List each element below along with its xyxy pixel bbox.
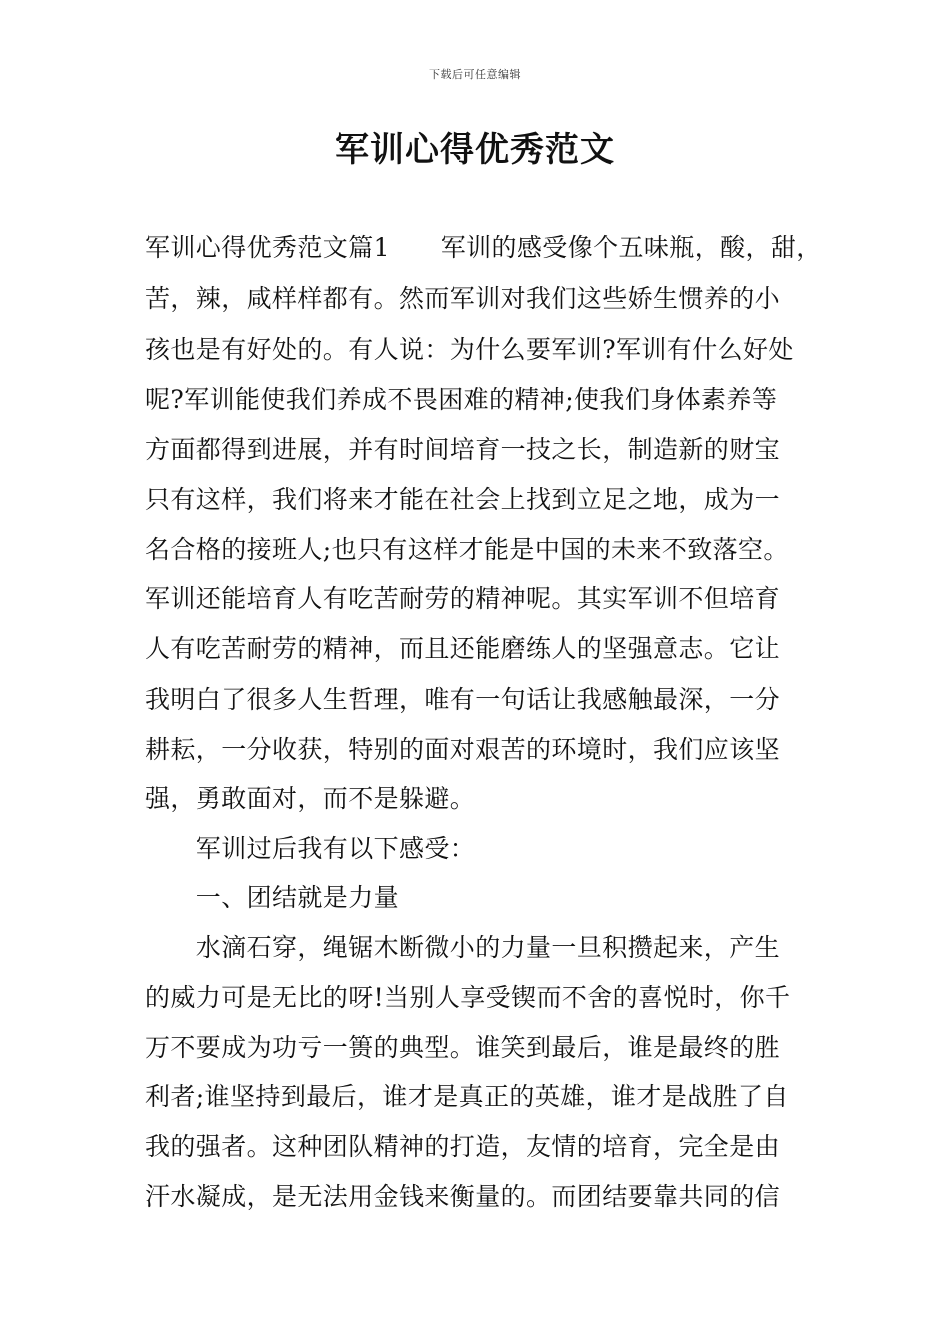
body-line: 的威力可是无比的呀!当别人享受锲而不舍的喜悦时，你千 — [145, 983, 791, 1012]
body-line: 方面都得到进展，并有时间培育一技之长，制造新的财宝 — [145, 435, 781, 464]
body-line: 我明白了很多人生哲理，唯有一句话让我感触最深，一分 — [145, 685, 781, 714]
body-line: 万不要成为功亏一篑的典型。谁笑到最后，谁是最终的胜 — [145, 1033, 781, 1062]
body-line: 呢?军训能使我们养成不畏困难的精神;使我们身体素养等 — [145, 385, 778, 414]
body-line: 我的强者。这种团队精神的打造，友情的培育，完全是由 — [145, 1132, 781, 1161]
body-line: 名合格的接班人;也只有这样才能是中国的未来不致落空。 — [145, 535, 789, 564]
body-line: 耕耘，一分收获，特别的面对艰苦的环境时，我们应该坚 — [145, 735, 781, 764]
header-note: 下载后可任意编辑 — [429, 68, 521, 81]
body-line: 利者;谁坚持到最后，谁才是真正的英雄，谁才是战胜了自 — [145, 1082, 789, 1111]
body-line: 军训心得优秀范文篇1 军训的感受像个五味瓶，酸，甜， — [145, 233, 822, 262]
body-line: 孩也是有好处的。有人说：为什么要军训?军训有什么好处 — [145, 335, 794, 364]
body-line: 军训还能培育人有吃苦耐劳的精神呢。其实军训不但培育 — [145, 584, 781, 613]
body-line: 水滴石穿，绳锯木断微小的力量一旦积攒起来，产生 — [145, 933, 781, 962]
body-line: 强，勇敢面对，而不是躲避。 — [145, 784, 476, 813]
document-title: 军训心得优秀范文 — [335, 130, 615, 170]
body-line: 军训过后我有以下感受： — [145, 834, 476, 863]
body-line: 苦，辣，咸样样都有。然而军训对我们这些娇生惯养的小 — [145, 284, 781, 313]
body-line: 只有这样，我们将来才能在社会上找到立足之地，成为一 — [145, 485, 781, 514]
body-line: 人有吃苦耐劳的精神，而且还能磨练人的坚强意志。它让 — [145, 634, 781, 663]
body-line: 一、团结就是力量 — [145, 883, 400, 912]
body-line: 汗水凝成，是无法用金钱来衡量的。而团结要靠共同的信 — [145, 1182, 781, 1211]
